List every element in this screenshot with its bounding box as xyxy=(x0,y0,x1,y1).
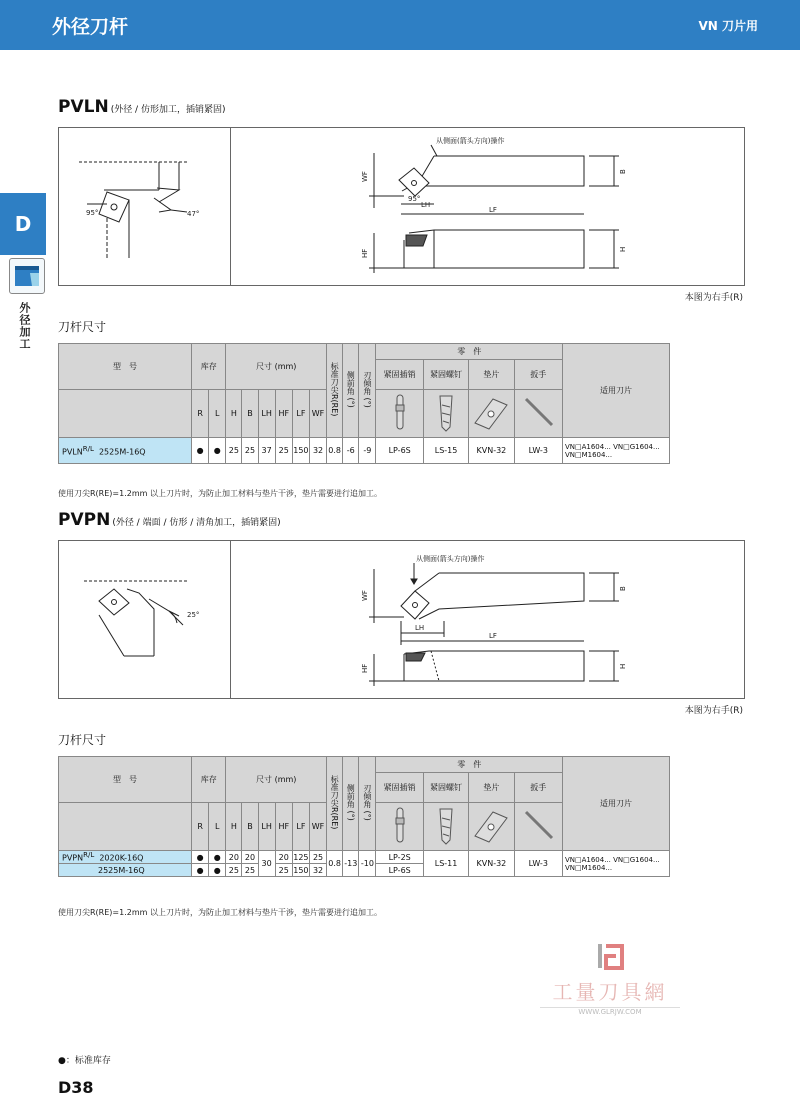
dim-wf: 32 xyxy=(309,438,326,464)
pin-icon xyxy=(376,803,423,851)
pvpn-top-view xyxy=(369,563,619,686)
label-lf: LF xyxy=(489,632,497,640)
pvln-drawings xyxy=(59,128,744,285)
value-shim: KVN-32 xyxy=(469,438,514,464)
label-lf: LF xyxy=(489,206,497,214)
col-h: H xyxy=(226,803,242,851)
angle-label-right: 47° xyxy=(187,210,200,218)
dim-b: 20 xyxy=(242,851,258,864)
section-subtitle: (外径 / 仿形加工，插销紧固) xyxy=(110,105,226,115)
label-hf: HF xyxy=(361,663,369,673)
table-row: 2525M-16Q xyxy=(59,864,192,877)
header-wrench: 扳手 xyxy=(514,360,562,390)
table-footnote: 使用刀尖R(RE)=1.2mm 以上刀片时，为防止加工材料与垫片干涉，垫片需要进行追加工。 xyxy=(58,908,382,917)
dim-lf: 125 xyxy=(293,852,309,862)
label-hf: HF xyxy=(361,248,369,258)
label-wf: WF xyxy=(361,171,369,182)
header-shim: 垫片 xyxy=(469,773,514,803)
header-inserts: 适用刀片 xyxy=(562,344,669,438)
stock-r: ● xyxy=(192,864,209,877)
wrench-icon xyxy=(514,390,562,438)
value-side-angle: -6 xyxy=(343,438,359,464)
col-wf: WF xyxy=(309,390,326,438)
header-wrench: 扳手 xyxy=(514,773,562,803)
value-pin: LP-6S xyxy=(376,864,423,877)
label-b: B xyxy=(619,169,627,174)
dim-lf: 150 xyxy=(292,438,309,464)
header-model: 型 号 xyxy=(59,344,192,390)
page-title: 外径刀杆 xyxy=(52,16,129,38)
stock-legend: ●：标准库存 xyxy=(58,1056,111,1066)
insert-type-label: VN 刀片用 xyxy=(698,19,758,33)
table-row: $PVPN^{R/L}$ 2020K-16Q xyxy=(59,851,192,864)
value-side-angle: -13 xyxy=(343,851,359,877)
label-b: B xyxy=(619,586,627,591)
col-b: B xyxy=(242,803,258,851)
dim-wf: 32 xyxy=(309,864,326,877)
col-r: R xyxy=(192,390,209,438)
callout-text: 从侧面(箭头方向)操作 xyxy=(436,137,505,145)
section-title-pvpn xyxy=(58,510,281,530)
pvpn-drawings xyxy=(59,541,744,698)
table-footnote: 使用刀尖R(RE)=1.2mm 以上刀片时，为防止加工材料与垫片干涉，垫片需要进行追加工。 xyxy=(58,489,382,498)
value-inserts: VN□A1604... VN□G1604... VN□M1604... xyxy=(562,438,669,464)
stock-l: ● xyxy=(209,438,226,464)
angle-label-left: 95° xyxy=(86,209,99,217)
stock-r: ● xyxy=(192,438,209,464)
label-lh: LH xyxy=(421,201,431,209)
col-hf: HF xyxy=(275,803,292,851)
header-inserts: 适用刀片 xyxy=(562,757,669,851)
chapter-tab[interactable]: D xyxy=(0,193,46,255)
diagram-pvpn xyxy=(58,540,745,699)
value-incl-angle: -10 xyxy=(359,851,376,877)
value-re: 0.8 xyxy=(327,851,343,877)
watermark-name: 工量刀具網 xyxy=(552,980,668,1004)
col-r: R xyxy=(192,803,209,851)
right-hand-note: 本图为右手(R) xyxy=(684,706,743,716)
col-b: B xyxy=(242,390,258,438)
dim-b: 25 xyxy=(242,438,258,464)
header-incl-angle: 刃倾角 (°) xyxy=(359,344,376,438)
header-screw: 紧固螺钉 xyxy=(423,773,468,803)
header-model: 型 号 xyxy=(59,757,192,803)
wrench-icon xyxy=(514,803,562,851)
section-code: PVLN xyxy=(58,97,109,117)
shim-icon xyxy=(469,803,514,851)
angle-label-top: 95° xyxy=(408,195,421,203)
stock-r: ● xyxy=(192,851,209,864)
watermark-logo xyxy=(540,942,680,1016)
dim-lh: 30 xyxy=(258,851,275,877)
label-h: H xyxy=(619,246,627,252)
col-l: L xyxy=(209,390,226,438)
header-parts: 零 件 xyxy=(376,344,562,360)
watermark-url: WWW.GLRJW.COM xyxy=(540,1007,680,1016)
watermark-logo-icon xyxy=(590,942,630,972)
right-hand-note: 本图为右手(R) xyxy=(684,293,743,303)
value-re: 0.8 xyxy=(327,438,343,464)
header-re: 标准刀尖R(RE) xyxy=(327,757,343,851)
col-lf: LF xyxy=(292,803,309,851)
table-title: 刀杆尺寸 xyxy=(58,733,107,747)
value-shim: KVN-32 xyxy=(469,851,514,877)
label-h: H xyxy=(619,663,627,669)
table-row-model: $PVLN^{R/L}$ 2525M-16Q xyxy=(59,438,192,464)
value-wrench: LW-3 xyxy=(514,851,562,877)
callout-text: 从侧面(箭头方向)操作 xyxy=(416,555,485,563)
col-h: H xyxy=(226,390,242,438)
dim-h: 25 xyxy=(226,864,242,877)
turning-tool-icon xyxy=(9,258,45,294)
page-header xyxy=(0,0,800,50)
label-wf: WF xyxy=(361,590,369,601)
page-number: D38 xyxy=(58,1078,94,1097)
dim-lf: 150 xyxy=(293,865,309,875)
dim-hf: 25 xyxy=(275,438,292,464)
dim-lh: 37 xyxy=(258,438,275,464)
dim-b: 25 xyxy=(242,864,258,877)
screw-icon xyxy=(423,390,468,438)
dim-hf: 20 xyxy=(275,851,292,864)
header-screw: 紧固螺钉 xyxy=(423,360,468,390)
pin-icon xyxy=(376,390,423,438)
header-shim: 垫片 xyxy=(469,360,514,390)
header-dims: 尺寸 (mm) xyxy=(226,757,327,803)
shim-icon xyxy=(469,390,514,438)
value-screw: LS-15 xyxy=(423,438,468,464)
value-pin: LP-6S xyxy=(376,438,423,464)
header-pin: 紧固插销 xyxy=(376,773,423,803)
value-wrench: LW-3 xyxy=(514,438,562,464)
value-pin: LP-2S xyxy=(376,851,423,864)
col-lf: LF xyxy=(292,390,309,438)
header-re: 标准刀尖R(RE) xyxy=(327,344,343,438)
section-subtitle: (外径 / 端面 / 仿形 / 清角加工，插销紧固) xyxy=(112,518,281,528)
dim-h: 25 xyxy=(226,438,242,464)
col-lh: LH xyxy=(258,803,275,851)
screw-icon xyxy=(423,803,468,851)
header-side-angle: 侧前角 (°) xyxy=(343,344,359,438)
col-wf: WF xyxy=(309,803,326,851)
header-model-blank xyxy=(59,803,192,851)
section-code: PVPN xyxy=(58,510,111,530)
diagram-pvln xyxy=(58,127,745,286)
header-side-angle: 侧前角 (°) xyxy=(343,757,359,851)
value-screw: LS-11 xyxy=(423,851,468,877)
col-lh: LH xyxy=(258,390,275,438)
table-title: 刀杆尺寸 xyxy=(58,320,107,334)
section-title-pvln xyxy=(58,97,225,117)
dim-h: 20 xyxy=(226,851,242,864)
spec-table-pvln xyxy=(58,343,670,464)
header-stock: 库存 xyxy=(192,757,226,803)
angle-label-left: 25° xyxy=(187,611,200,619)
pvpn-application-view xyxy=(84,581,189,656)
header-dims: 尺寸 (mm) xyxy=(226,344,327,390)
spec-table-pvpn xyxy=(58,756,670,877)
stock-l: ● xyxy=(209,864,226,877)
value-inserts: VN□A1604... VN□G1604... VN□M1604... xyxy=(562,851,669,877)
dim-hf: 25 xyxy=(275,864,292,877)
col-l: L xyxy=(209,803,226,851)
col-hf: HF xyxy=(275,390,292,438)
chapter-vertical-label: 外径加工 xyxy=(18,302,31,350)
label-lh: LH xyxy=(415,624,425,632)
dim-wf: 25 xyxy=(309,851,326,864)
header-incl-angle: 刃倾角 (°) xyxy=(359,757,376,851)
header-parts: 零 件 xyxy=(376,757,562,773)
header-stock: 库存 xyxy=(192,344,226,390)
stock-l: ● xyxy=(209,851,226,864)
value-incl-angle: -9 xyxy=(359,438,376,464)
header-pin: 紧固插销 xyxy=(376,360,423,390)
header-model-blank xyxy=(59,390,192,438)
